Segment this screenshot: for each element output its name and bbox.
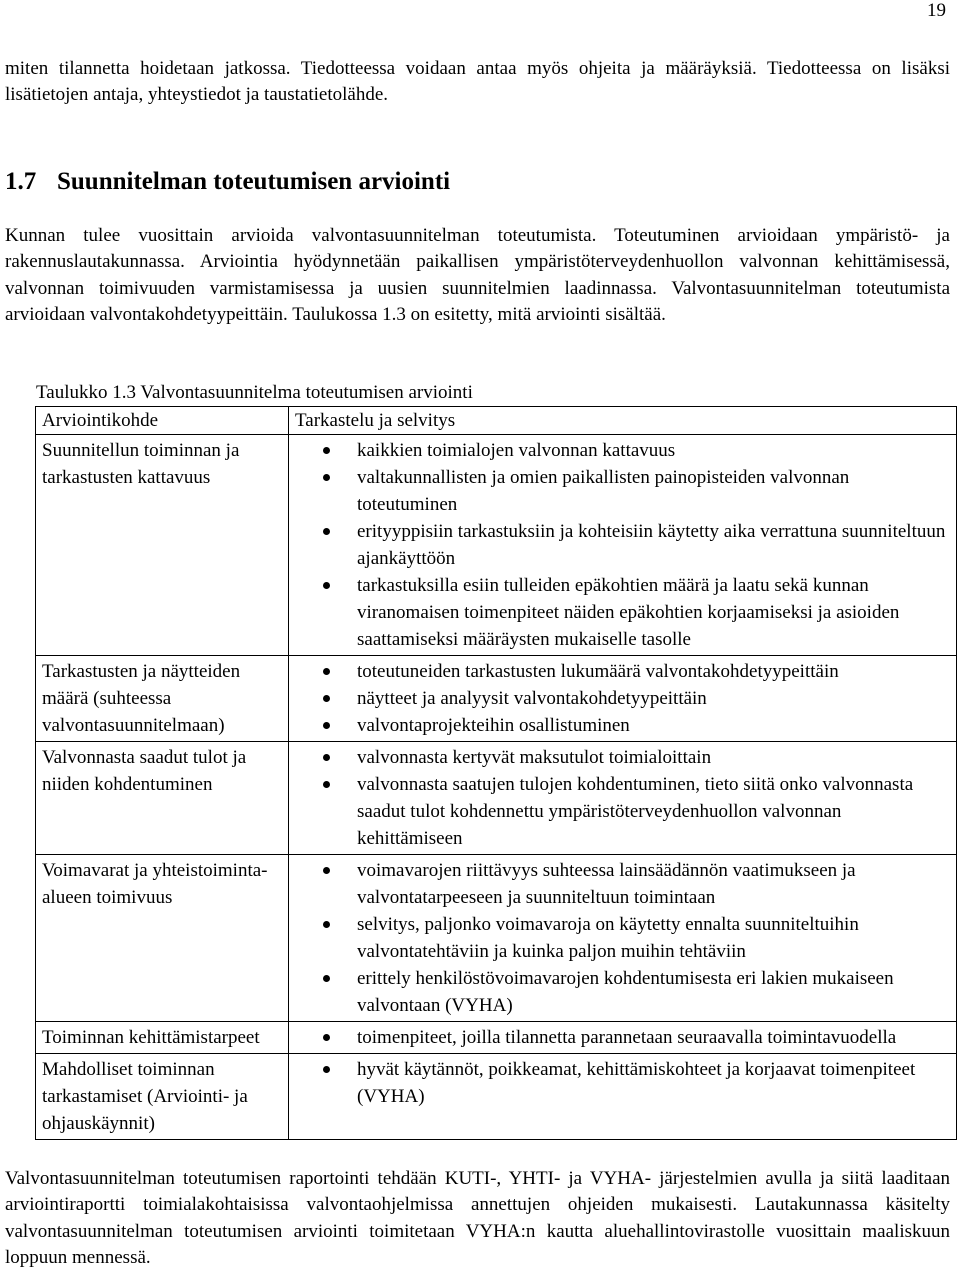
list-item: erityyppisiin tarkastuksiin ja kohteisiin käytetty aika verrattuna suunniteltuun ajankäyttöön [295, 518, 950, 572]
closing-paragraph: Valvontasuunnitelman toteutumisen raportointi tehdään KUTI-, YHTI- ja VYHA- järjestelmien avulla ja siitä laaditaan arviointiraportti toimialakohtaisissa valvontaohjelmissa annettujen ohjeiden mukaisesti. Lautakunnassa käsitelty valvontasuunnitelman toteutumisen arviointi toimitetaan VYHA:n kautta aluehallintovirastolle vuosittain maaliskuun loppuun mennessä. [5, 1168, 950, 1269]
row-subject: Mahdolliset toiminnan tarkastamiset (Arviointi- ja ohjauskäynnit) [36, 1054, 289, 1140]
section-number: 1.7 [5, 168, 37, 195]
row-review-cell [289, 435, 957, 656]
row-review-cell [289, 742, 957, 855]
section-heading [5, 167, 450, 197]
header-review: Tarkastelu ja selvitys [289, 407, 957, 435]
list-item: selvitys, paljonko voimavaroja on käytetty ennalta suunniteltuihin valvontatehtäviin ja kuinka paljon muihin tehtäviin [295, 911, 950, 965]
table-row [36, 742, 957, 855]
row-review-cell [289, 656, 957, 742]
evaluation-table [35, 406, 957, 1140]
table-row [36, 435, 957, 656]
list-item: kaikkien toimialojen valvonnan kattavuus [295, 437, 950, 464]
list-item: näytteet ja analyysit valvontakohdetyypeittäin [295, 685, 950, 712]
list-item: toteutuneiden tarkastusten lukumäärä valvontakohdetyypeittäin [295, 658, 950, 685]
row-review-cell [289, 1054, 957, 1140]
row-subject: Voimavarat ja yhteistoiminta-alueen toimivuus [36, 855, 289, 1022]
page-number: 19 [927, 0, 946, 21]
list-item: valtakunnallisten ja omien paikallisten painopisteiden valvonnan toteutuminen [295, 464, 950, 518]
table-row [36, 855, 957, 1022]
bullet-list [295, 1056, 950, 1110]
list-item: tarkastuksilla esiin tulleiden epäkohtien määrä ja laatu sekä kunnan viranomaisen toimenpiteet näiden epäkohtien korjaamiseksi ja asioiden saattamiseksi määräysten mukaiselle tasolle [295, 572, 950, 653]
table-row [36, 1022, 957, 1054]
list-item: erittely henkilöstövoimavarojen kohdentumisesta eri lakien mukaiseen valvontaan (VYHA) [295, 965, 950, 1019]
bullet-list [295, 1024, 950, 1051]
bullet-list [295, 437, 950, 653]
row-subject: Suunnitellun toiminnan ja tarkastusten kattavuus [36, 435, 289, 656]
row-subject: Toiminnan kehittämistarpeet [36, 1022, 289, 1054]
row-review-cell [289, 1022, 957, 1054]
list-item: valvonnasta saatujen tulojen kohdentuminen, tieto siitä onko valvonnasta saadut tulot kohdennettu ympäristöterveydenhuollon valvonnan kehittämiseen [295, 771, 950, 852]
row-subject: Valvonnasta saadut tulot ja niiden kohdentuminen [36, 742, 289, 855]
table-caption: Taulukko 1.3 Valvontasuunnitelma toteutumisen arviointi [36, 382, 473, 403]
row-subject: Tarkastusten ja näytteiden määrä (suhteessa valvontasuunnitelmaan) [36, 656, 289, 742]
bullet-list [295, 857, 950, 1019]
bullet-list [295, 744, 950, 852]
table-row [36, 1054, 957, 1140]
list-item: voimavarojen riittävyys suhteessa lainsäädännön vaatimukseen ja valvontatarpeeseen ja suunniteltuun toimintaan [295, 857, 950, 911]
bullet-list [295, 658, 950, 739]
list-item: valvonnasta kertyvät maksutulot toimialoittain [295, 744, 950, 771]
table-header-row [36, 407, 957, 435]
row-review-cell [289, 855, 957, 1022]
list-item: hyvät käytännöt, poikkeamat, kehittämiskohteet ja korjaavat toimenpiteet (VYHA) [295, 1056, 950, 1110]
list-item: valvontaprojekteihin osallistuminen [295, 712, 950, 739]
intro-paragraph: miten tilannetta hoidetaan jatkossa. Tiedotteessa voidaan antaa myös ohjeita ja määräyksiä. Tiedotteessa on lisäksi lisätietojen antaja, yhteystiedot ja taustatietolähde. [5, 58, 950, 106]
table-row [36, 656, 957, 742]
section-paragraph: Kunnan tulee vuosittain arvioida valvontasuunnitelman toteutumista. Toteutuminen arvioidaan ympäristö- ja rakennuslautakunnassa. Arviointia hyödynnetään paikallisen ympäristöterveydenhuollon valvonnan kehittämisessä, valvonnan toimivuuden varmistamisessa ja uusien suunnitelmien laadinnassa. Valvontasuunnitelman toteutumista arvioidaan valvontakohdetyypeittäin. Taulukossa 1.3 on esitetty, mitä arviointi sisältää. [5, 225, 950, 326]
header-subject: Arviointikohde [36, 407, 289, 435]
list-item: toimenpiteet, joilla tilannetta parannetaan seuraavalla toimintavuodella [295, 1024, 950, 1051]
section-title: Suunnitelman toteutumisen arviointi [57, 168, 451, 195]
